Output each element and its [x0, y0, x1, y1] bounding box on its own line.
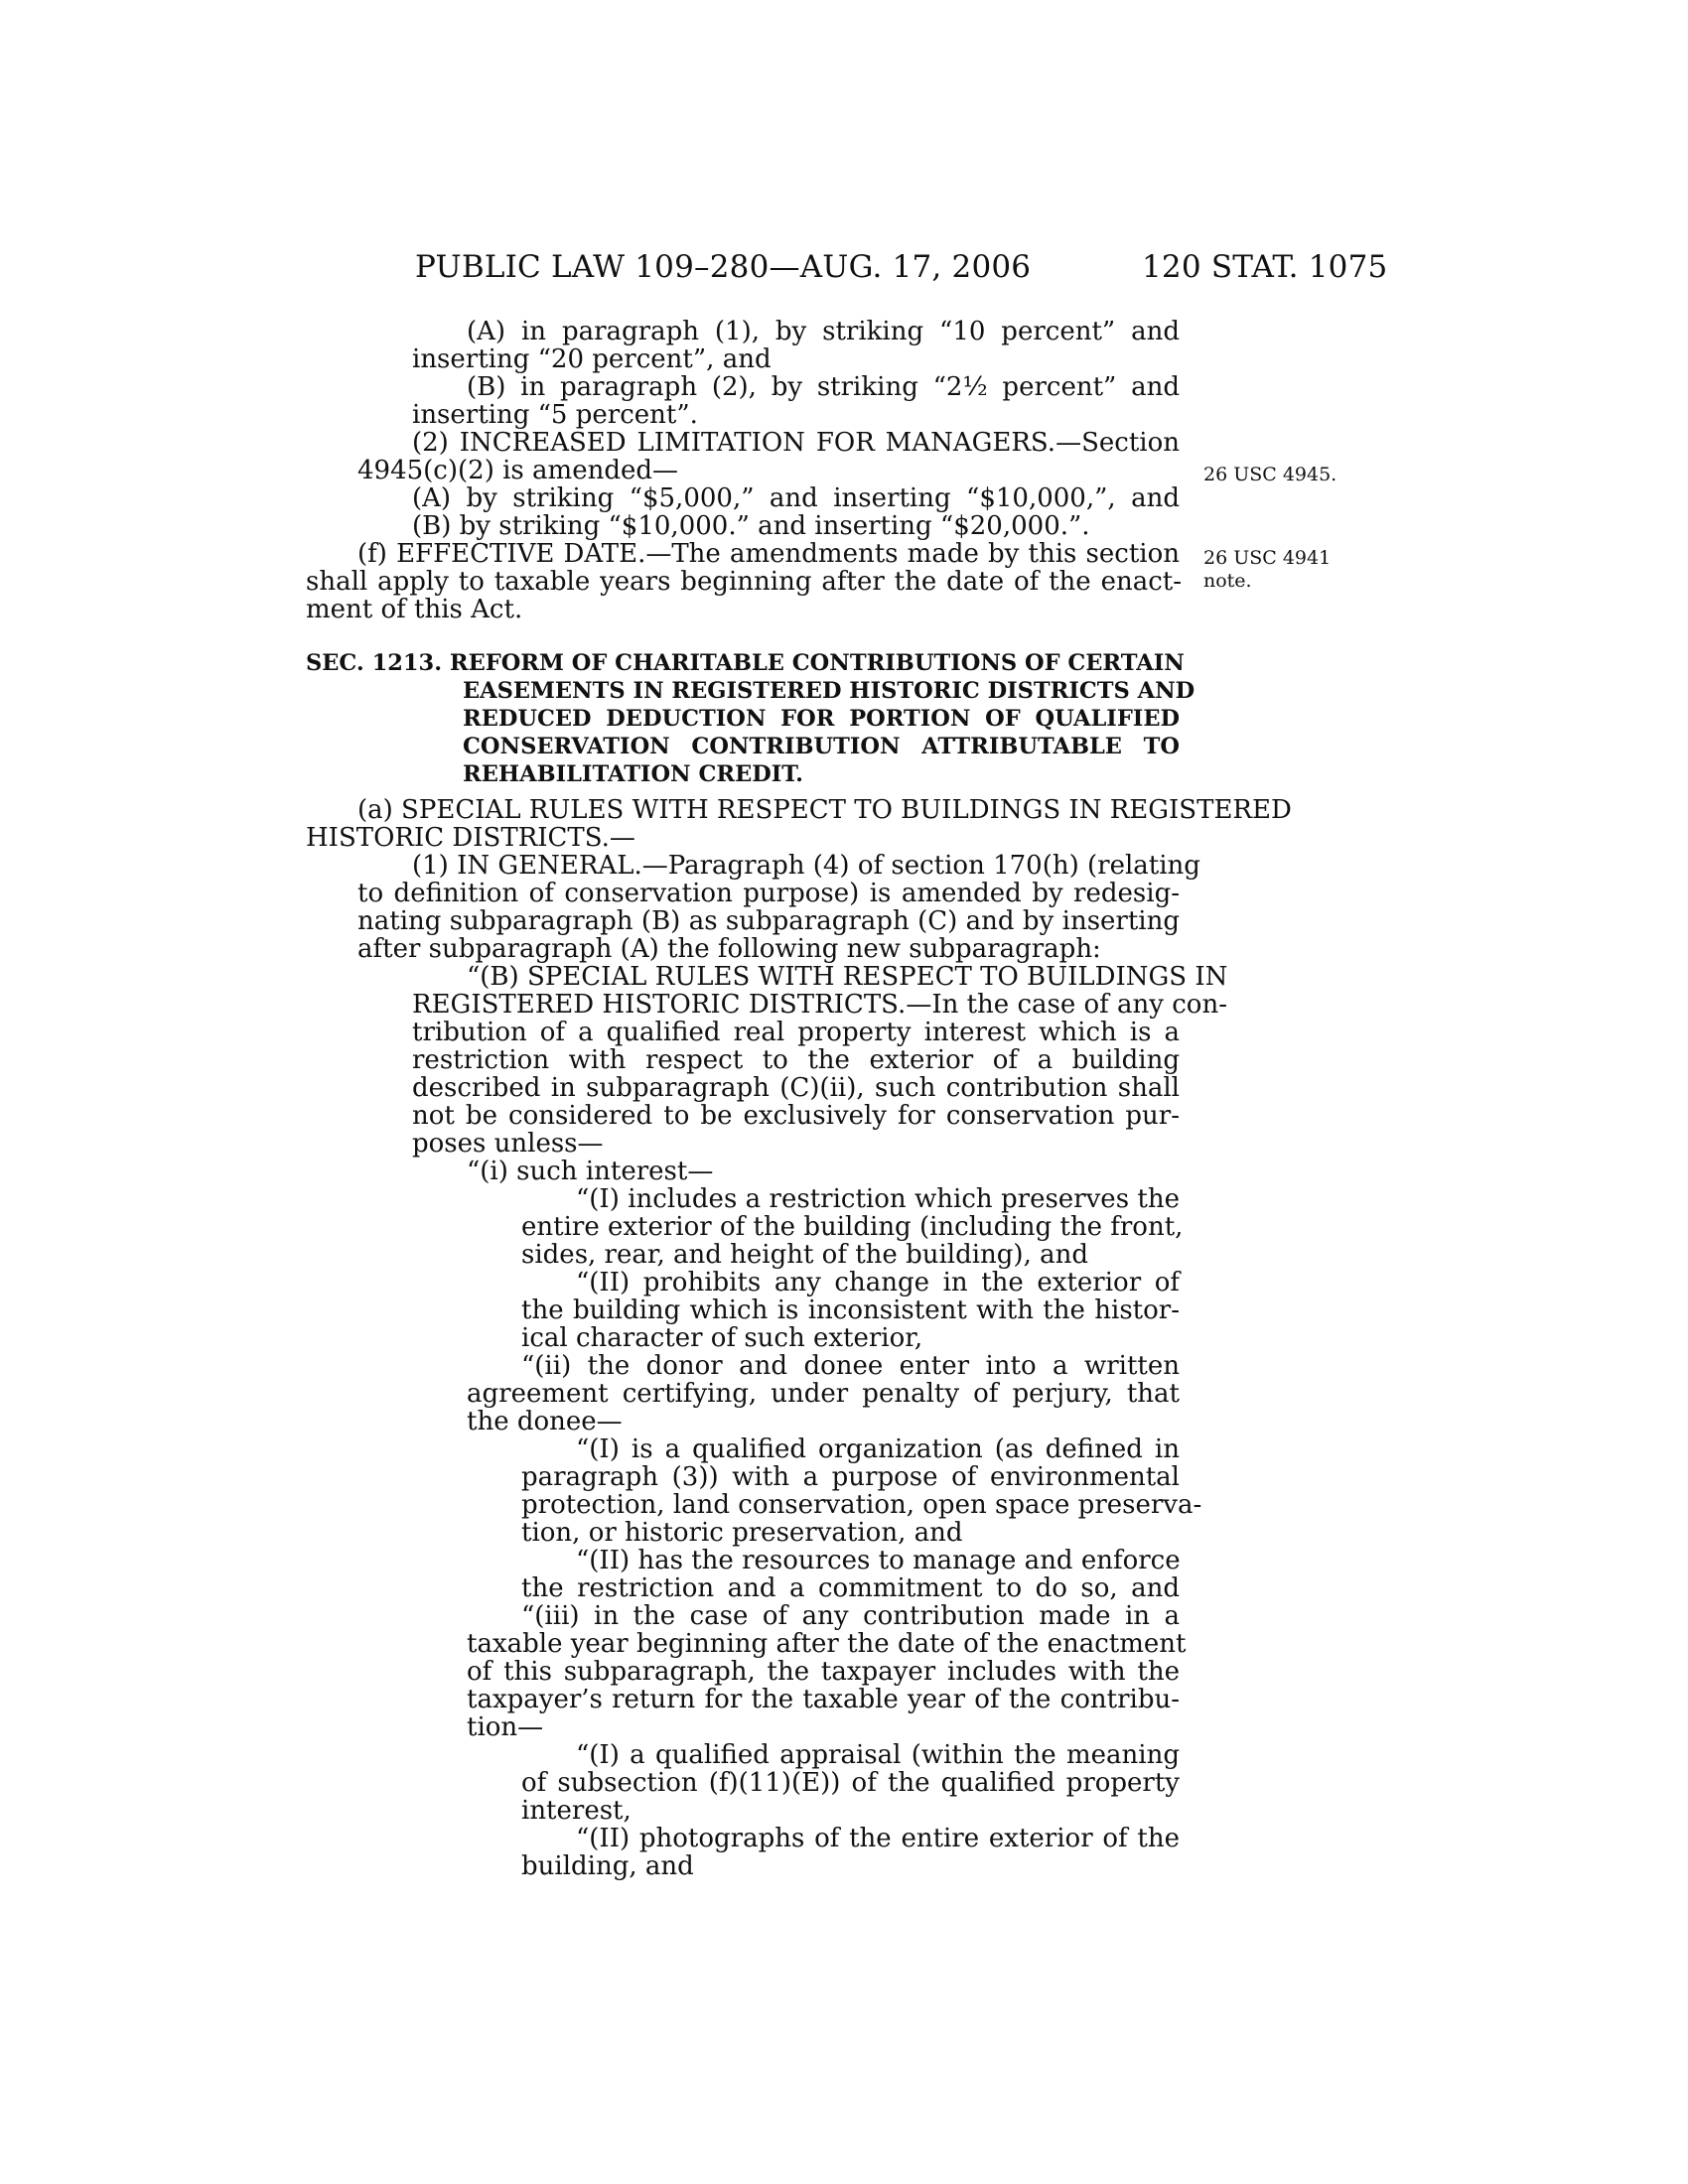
text-line: shall apply to taxable years beginning after the date of the enact- [306, 567, 1182, 597]
page-header-title: PUBLIC LAW 109–280—AUG. 17, 2006 [415, 249, 1032, 285]
text-line: sides, rear, and height of the building), and [521, 1240, 1088, 1270]
text-line: tribution of a qualified real property interest which is a [412, 1018, 1180, 1047]
text-line: REGISTERED HISTORIC DISTRICTS.—In the case of any con- [412, 990, 1227, 1020]
text-line: “(i) such interest— [467, 1157, 714, 1186]
text-line: restriction with respect to the exterior of a building [412, 1045, 1180, 1075]
text-line: “(I) includes a restriction which preserves the [576, 1184, 1180, 1214]
text-line: paragraph (3)) with a purpose of environmental [521, 1462, 1180, 1492]
text-line: to definition of conservation purpose) is amended by redesig- [357, 879, 1180, 908]
text-line: interest, [521, 1796, 632, 1826]
text-line: tion, or historic preservation, and [521, 1518, 963, 1548]
text-line: of subsection (f)(11)(E)) of the qualified property [521, 1768, 1180, 1798]
text-line: protection, land conservation, open space preserva- [521, 1490, 1202, 1520]
text-line: after subparagraph (A) the following new subparagraph: [357, 934, 1101, 964]
text-line: the building which is inconsistent with the histor- [521, 1296, 1180, 1325]
text-line: taxable year beginning after the date of the enactment [467, 1629, 1187, 1659]
margin-note: note. [1203, 570, 1252, 592]
text-line: poses unless— [412, 1129, 604, 1159]
text-line: not be considered to be exclusively for conservation pur- [412, 1101, 1180, 1131]
section-heading: SEC. 1213. REFORM OF CHARITABLE CONTRIBUTIONS OF CERTAIN [306, 650, 1185, 676]
text-line: of this subparagraph, the taxpayer includes with the [467, 1657, 1180, 1687]
text-line: ical character of such exterior, [521, 1323, 923, 1353]
text-line: ment of this Act. [306, 595, 523, 624]
text-line: “(I) a qualified appraisal (within the meaning [576, 1740, 1180, 1770]
text-line: (a) SPECIAL RULES WITH RESPECT TO BUILDINGS IN REGISTERED [357, 795, 1292, 825]
margin-note: 26 USC 4945. [1203, 464, 1337, 485]
text-line: HISTORIC DISTRICTS.— [306, 823, 635, 853]
text-line: (f) EFFECTIVE DATE.—The amendments made by this section [357, 539, 1180, 569]
text-line: agreement certifying, under penalty of perjury, that [467, 1379, 1180, 1409]
text-line: (2) INCREASED LIMITATION FOR MANAGERS.—Section [412, 428, 1180, 458]
text-line: inserting “5 percent”. [412, 400, 698, 430]
text-line: taxpayer’s return for the taxable year of the contribu- [467, 1685, 1180, 1714]
text-line: the restriction and a commitment to do so, and [521, 1573, 1180, 1603]
text-line: (1) IN GENERAL.—Paragraph (4) of section 170(h) (relating [412, 851, 1200, 881]
text-line: (B) by striking “$10,000.” and inserting “$20,000.”. [412, 511, 1090, 541]
page-header-stat-ref: 120 STAT. 1075 [1142, 249, 1388, 285]
text-line: “(II) prohibits any change in the exterior of [576, 1268, 1180, 1297]
text-line: “(I) is a qualified organization (as defined in [576, 1434, 1180, 1464]
margin-note: 26 USC 4941 [1203, 547, 1332, 569]
section-heading: EASEMENTS IN REGISTERED HISTORIC DISTRICTS AND [463, 678, 1196, 704]
text-line: “(iii) in the case of any contribution made in a [521, 1601, 1180, 1631]
text-line: (B) in paragraph (2), by striking “2½ percent” and [467, 372, 1180, 402]
text-line: “(B) SPECIAL RULES WITH RESPECT TO BUILDINGS IN [467, 962, 1228, 992]
text-line: described in subparagraph (C)(ii), such contribution shall [412, 1073, 1180, 1103]
text-line: the donee— [467, 1407, 623, 1436]
section-heading: REHABILITATION CREDIT. [463, 761, 803, 787]
text-line: “(II) has the resources to manage and enforce [576, 1546, 1181, 1575]
text-line: inserting “20 percent”, and [412, 344, 772, 374]
text-line: (A) in paragraph (1), by striking “10 percent” and [467, 317, 1180, 346]
text-line: “(ii) the donor and donee enter into a written [521, 1351, 1180, 1381]
text-line: tion— [467, 1712, 544, 1742]
text-line: entire exterior of the building (including the front, [521, 1212, 1184, 1242]
section-heading: CONSERVATION CONTRIBUTION ATTRIBUTABLE TO [463, 734, 1180, 759]
text-line: building, and [521, 1851, 694, 1881]
text-line: “(II) photographs of the entire exterior of the [576, 1824, 1180, 1853]
section-heading: REDUCED DEDUCTION FOR PORTION OF QUALIFIED [463, 706, 1180, 732]
text-line: nating subparagraph (B) as subparagraph (C) and by inserting [357, 906, 1180, 936]
text-line: (A) by striking “$5,000,” and inserting “$10,000,”, and [412, 483, 1180, 513]
text-line: 4945(c)(2) is amended— [357, 456, 678, 485]
